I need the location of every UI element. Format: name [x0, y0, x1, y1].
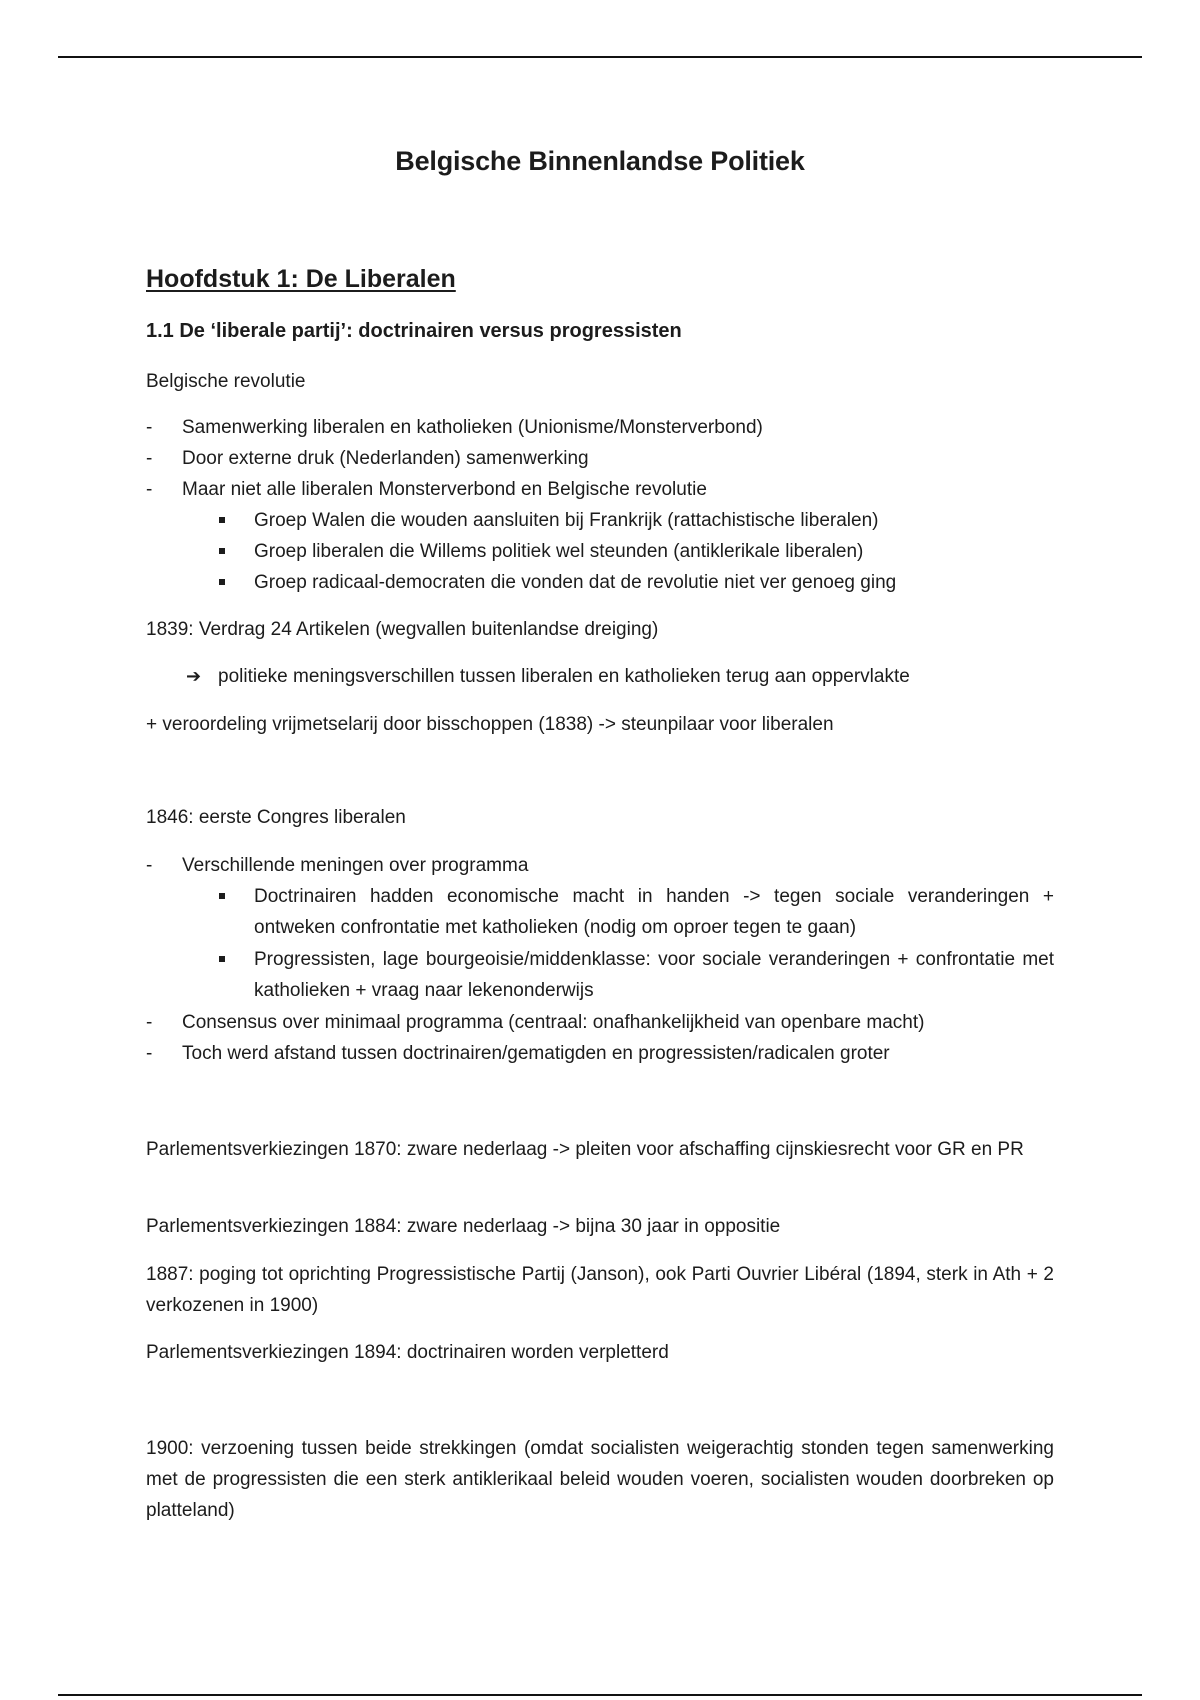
- dash-marker: -: [146, 855, 153, 876]
- arrow-item-text: politieke meningsverschillen tussen liberalen en katholieken terug aan oppervlakte: [218, 666, 910, 687]
- paragraph-1900: 1900: verzoening tussen beide strekkingen (omdat socialisten weigerachtig stonden tegen samenwerking met de progressisten die een sterk antiklerikaal beleid wouden voeren, socialisten wouden doorbreken op platteland): [146, 1438, 1054, 1521]
- sub-list-item-text: Groep Walen die wouden aansluiten bij Frankrijk (rattachistische liberalen): [254, 510, 879, 531]
- paragraph-verkiezingen-1870: Parlementsverkiezingen 1870: zware nederlaag -> pleiten voor afschaffing cijnskiesrecht voor GR en PR: [146, 1139, 1024, 1160]
- list-item-text: Consensus over minimaal programma (centraal: onafhankelijkheid van openbare macht): [182, 1012, 925, 1033]
- chapter-heading: Hoofdstuk 1: De Liberalen: [146, 265, 456, 293]
- square-bullet-icon: [219, 956, 225, 962]
- sub-list-item-text: Groep liberalen die Willems politiek wel steunden (antiklerikale liberalen): [254, 541, 864, 562]
- paragraph-verkiezingen-1894: Parlementsverkiezingen 1894: doctrinairen worden verpletterd: [146, 1342, 669, 1363]
- list-item-text: Toch werd afstand tussen doctrinairen/gematigden en progressisten/radicalen groter: [182, 1043, 890, 1064]
- section-heading: 1.1 De ‘liberale partij’: doctrinairen versus progressisten: [146, 320, 682, 342]
- square-bullet-icon: [219, 548, 225, 554]
- paragraph-verkiezingen-1884: Parlementsverkiezingen 1884: zware nederlaag -> bijna 30 jaar in oppositie: [146, 1216, 781, 1237]
- dash-marker: -: [146, 1043, 153, 1064]
- list-item-text: Verschillende meningen over programma: [182, 855, 529, 876]
- dash-marker: -: [146, 417, 153, 438]
- arrow-right-icon: ➔: [186, 666, 202, 687]
- dash-marker: -: [146, 448, 153, 469]
- footer-rule: [58, 1694, 1142, 1696]
- document-title: Belgische Binnenlandse Politiek: [395, 146, 805, 176]
- square-bullet-icon: [219, 579, 225, 585]
- square-bullet-icon: [219, 893, 225, 899]
- paragraph-belgische-revolutie: Belgische revolutie: [146, 371, 306, 392]
- sub-list-item-text: Doctrinairen hadden economische macht in handen -> tegen sociale veranderingen + ontweken confrontatie met katholieken (nodig om oproer tegen te gaan): [254, 886, 1054, 938]
- dash-marker: -: [146, 1012, 153, 1033]
- paragraph-1846: 1846: eerste Congres liberalen: [146, 807, 406, 828]
- list-item-text: Samenwerking liberalen en katholieken (Unionisme/Monsterverbond): [182, 417, 763, 438]
- list-item-text: Door externe druk (Nederlanden) samenwerking: [182, 448, 589, 469]
- dash-marker: -: [146, 479, 153, 500]
- header-rule: [58, 56, 1142, 58]
- sub-list-item-text: Progressisten, lage bourgeoisie/middenklasse: voor sociale veranderingen + confrontatie met katholieken + vraag naar lekenonderwijs: [254, 949, 1054, 1001]
- square-bullet-icon: [219, 517, 225, 523]
- list-item-text: Maar niet alle liberalen Monsterverbond en Belgische revolutie: [182, 479, 707, 500]
- sub-list-item-text: Groep radicaal-democraten die vonden dat de revolutie niet ver genoeg ging: [254, 572, 897, 593]
- paragraph-veroordeling: + veroordeling vrijmetselarij door bisschoppen (1838) -> steunpilaar voor liberalen: [146, 714, 834, 735]
- paragraph-1839: 1839: Verdrag 24 Artikelen (wegvallen buitenlandse dreiging): [146, 619, 659, 640]
- paragraph-1887: 1887: poging tot oprichting Progressistische Partij (Janson), ook Parti Ouvrier Libéral (1894, sterk in Ath + 2 verkozenen in 1900): [146, 1264, 1054, 1316]
